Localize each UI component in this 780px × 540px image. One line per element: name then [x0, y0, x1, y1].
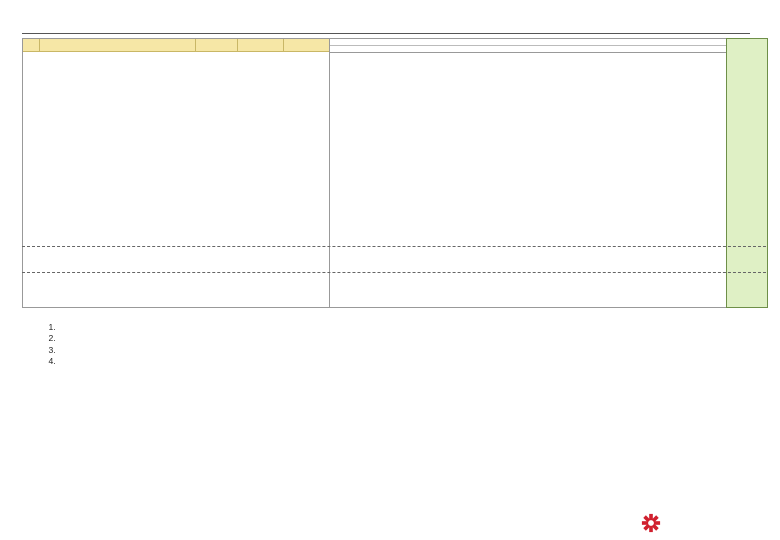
- col-duration[interactable]: [195, 39, 237, 52]
- fel-divider-2: [22, 272, 766, 273]
- fel-divider-1: [22, 246, 766, 247]
- col-finish[interactable]: [283, 39, 329, 52]
- timeline-months: [330, 45, 728, 53]
- fel-panel: [726, 38, 768, 308]
- proposal-text: [38, 322, 748, 376]
- gantt-chart: [22, 38, 728, 308]
- proposal-step: [58, 356, 748, 367]
- gantt-timeline: [329, 39, 728, 307]
- task-table: [23, 39, 330, 52]
- proposal-step: [58, 322, 748, 333]
- proposal-steps: [38, 322, 748, 367]
- task-table-header: [23, 39, 329, 52]
- proposal-step: [58, 333, 748, 344]
- proposal-step: [58, 345, 748, 356]
- title-divider: [22, 33, 750, 34]
- metinvest-logo-icon: [640, 513, 662, 533]
- col-id: [23, 39, 39, 52]
- col-name[interactable]: [39, 39, 195, 52]
- col-start[interactable]: [237, 39, 283, 52]
